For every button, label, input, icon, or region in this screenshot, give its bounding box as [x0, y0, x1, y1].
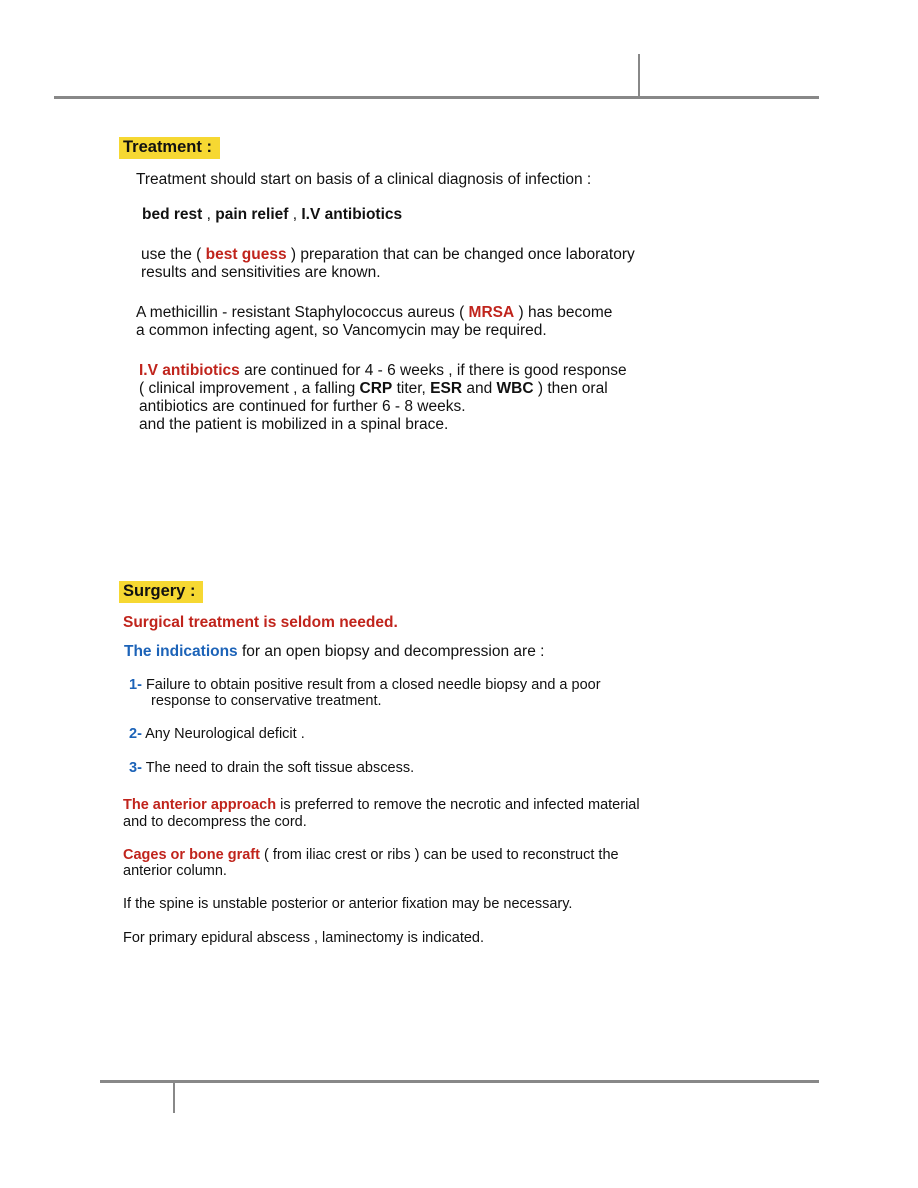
text: Failure to obtain positive result from a closed needle biopsy and a poor	[145, 677, 601, 693]
pain-relief: pain relief	[215, 206, 289, 223]
text: ) preparation that can be changed once laboratory	[286, 246, 635, 263]
footer-rule	[100, 1080, 819, 1083]
iv-para-line4: and the patient is mobilized in a spinal brace.	[139, 416, 449, 433]
unstable-spine: If the spine is unstable posterior or anterior fixation may be necessary.	[123, 896, 573, 912]
surgery-heading: Surgery :	[119, 581, 203, 603]
wbc: WBC	[496, 380, 534, 397]
header-rule	[54, 96, 819, 99]
bed-rest: bed rest	[142, 206, 203, 223]
text: The need to drain the soft tissue abscess.	[145, 760, 415, 776]
cages-highlight: Cages or bone graft	[123, 847, 260, 863]
text: are continued for 4 - 6 weeks , if there is good response	[239, 362, 627, 379]
text: ( clinical improvement , a falling	[139, 380, 360, 397]
treatment-measures	[142, 206, 402, 224]
mrsa-line1	[136, 304, 612, 322]
cages-line2: anterior column.	[123, 863, 227, 879]
header-divider	[638, 54, 640, 98]
text: ) then oral	[533, 380, 608, 397]
sep: ,	[288, 206, 302, 223]
indication-item-1-line2: response to conservative treatment.	[151, 693, 382, 709]
anterior-line2: and to decompress the cord.	[123, 814, 307, 830]
indication-item-3	[129, 759, 414, 777]
seldom-needed: Surgical treatment is seldom needed.	[123, 614, 398, 631]
esr: ESR	[430, 380, 463, 397]
iv-para-line1	[139, 362, 627, 380]
footer-divider	[173, 1081, 175, 1113]
item-number: 3-	[129, 760, 142, 776]
text: and	[462, 380, 497, 397]
indication-item-2	[129, 725, 305, 743]
item-number: 1-	[129, 677, 142, 693]
text: titer,	[392, 380, 431, 397]
indications-highlight: The indications	[124, 643, 238, 660]
treatment-intro: Treatment should start on basis of a clinical diagnosis of infection :	[136, 171, 592, 188]
text: ( from iliac crest or ribs ) can be used to reconstruct the	[259, 847, 619, 863]
sep: ,	[202, 206, 216, 223]
treatment-heading: Treatment :	[119, 137, 220, 159]
best-guess-line2: results and sensitivities are known.	[141, 264, 381, 281]
text: Any Neurological deficit .	[145, 726, 305, 742]
iv-para-line2	[139, 380, 608, 398]
mrsa-line2: a common infecting agent, so Vancomycin may be required.	[136, 322, 547, 339]
text: ) has become	[514, 304, 613, 321]
item-number: 2-	[129, 726, 142, 742]
iv-para-line3: antibiotics are continued for further 6 - 8 weeks.	[139, 398, 466, 415]
indications-line	[124, 643, 544, 661]
epidural-abscess: For primary epidural abscess , laminectomy is indicated.	[123, 930, 485, 946]
text: is preferred to remove the necrotic and infected material	[276, 797, 640, 813]
text: A methicillin - resistant Staphylococcus aureus (	[136, 304, 469, 321]
text: use the (	[141, 246, 206, 263]
anterior-line1	[123, 796, 640, 814]
mrsa-highlight: MRSA	[468, 304, 515, 321]
iv-antibiotics-highlight: I.V antibiotics	[139, 362, 240, 379]
text: for an open biopsy and decompression are :	[237, 643, 545, 660]
crp: CRP	[359, 380, 393, 397]
iv-antibiotics: I.V antibiotics	[301, 206, 403, 223]
best-guess-line1	[141, 246, 635, 264]
anterior-approach-highlight: The anterior approach	[123, 797, 277, 813]
best-guess-highlight: best guess	[205, 246, 287, 263]
